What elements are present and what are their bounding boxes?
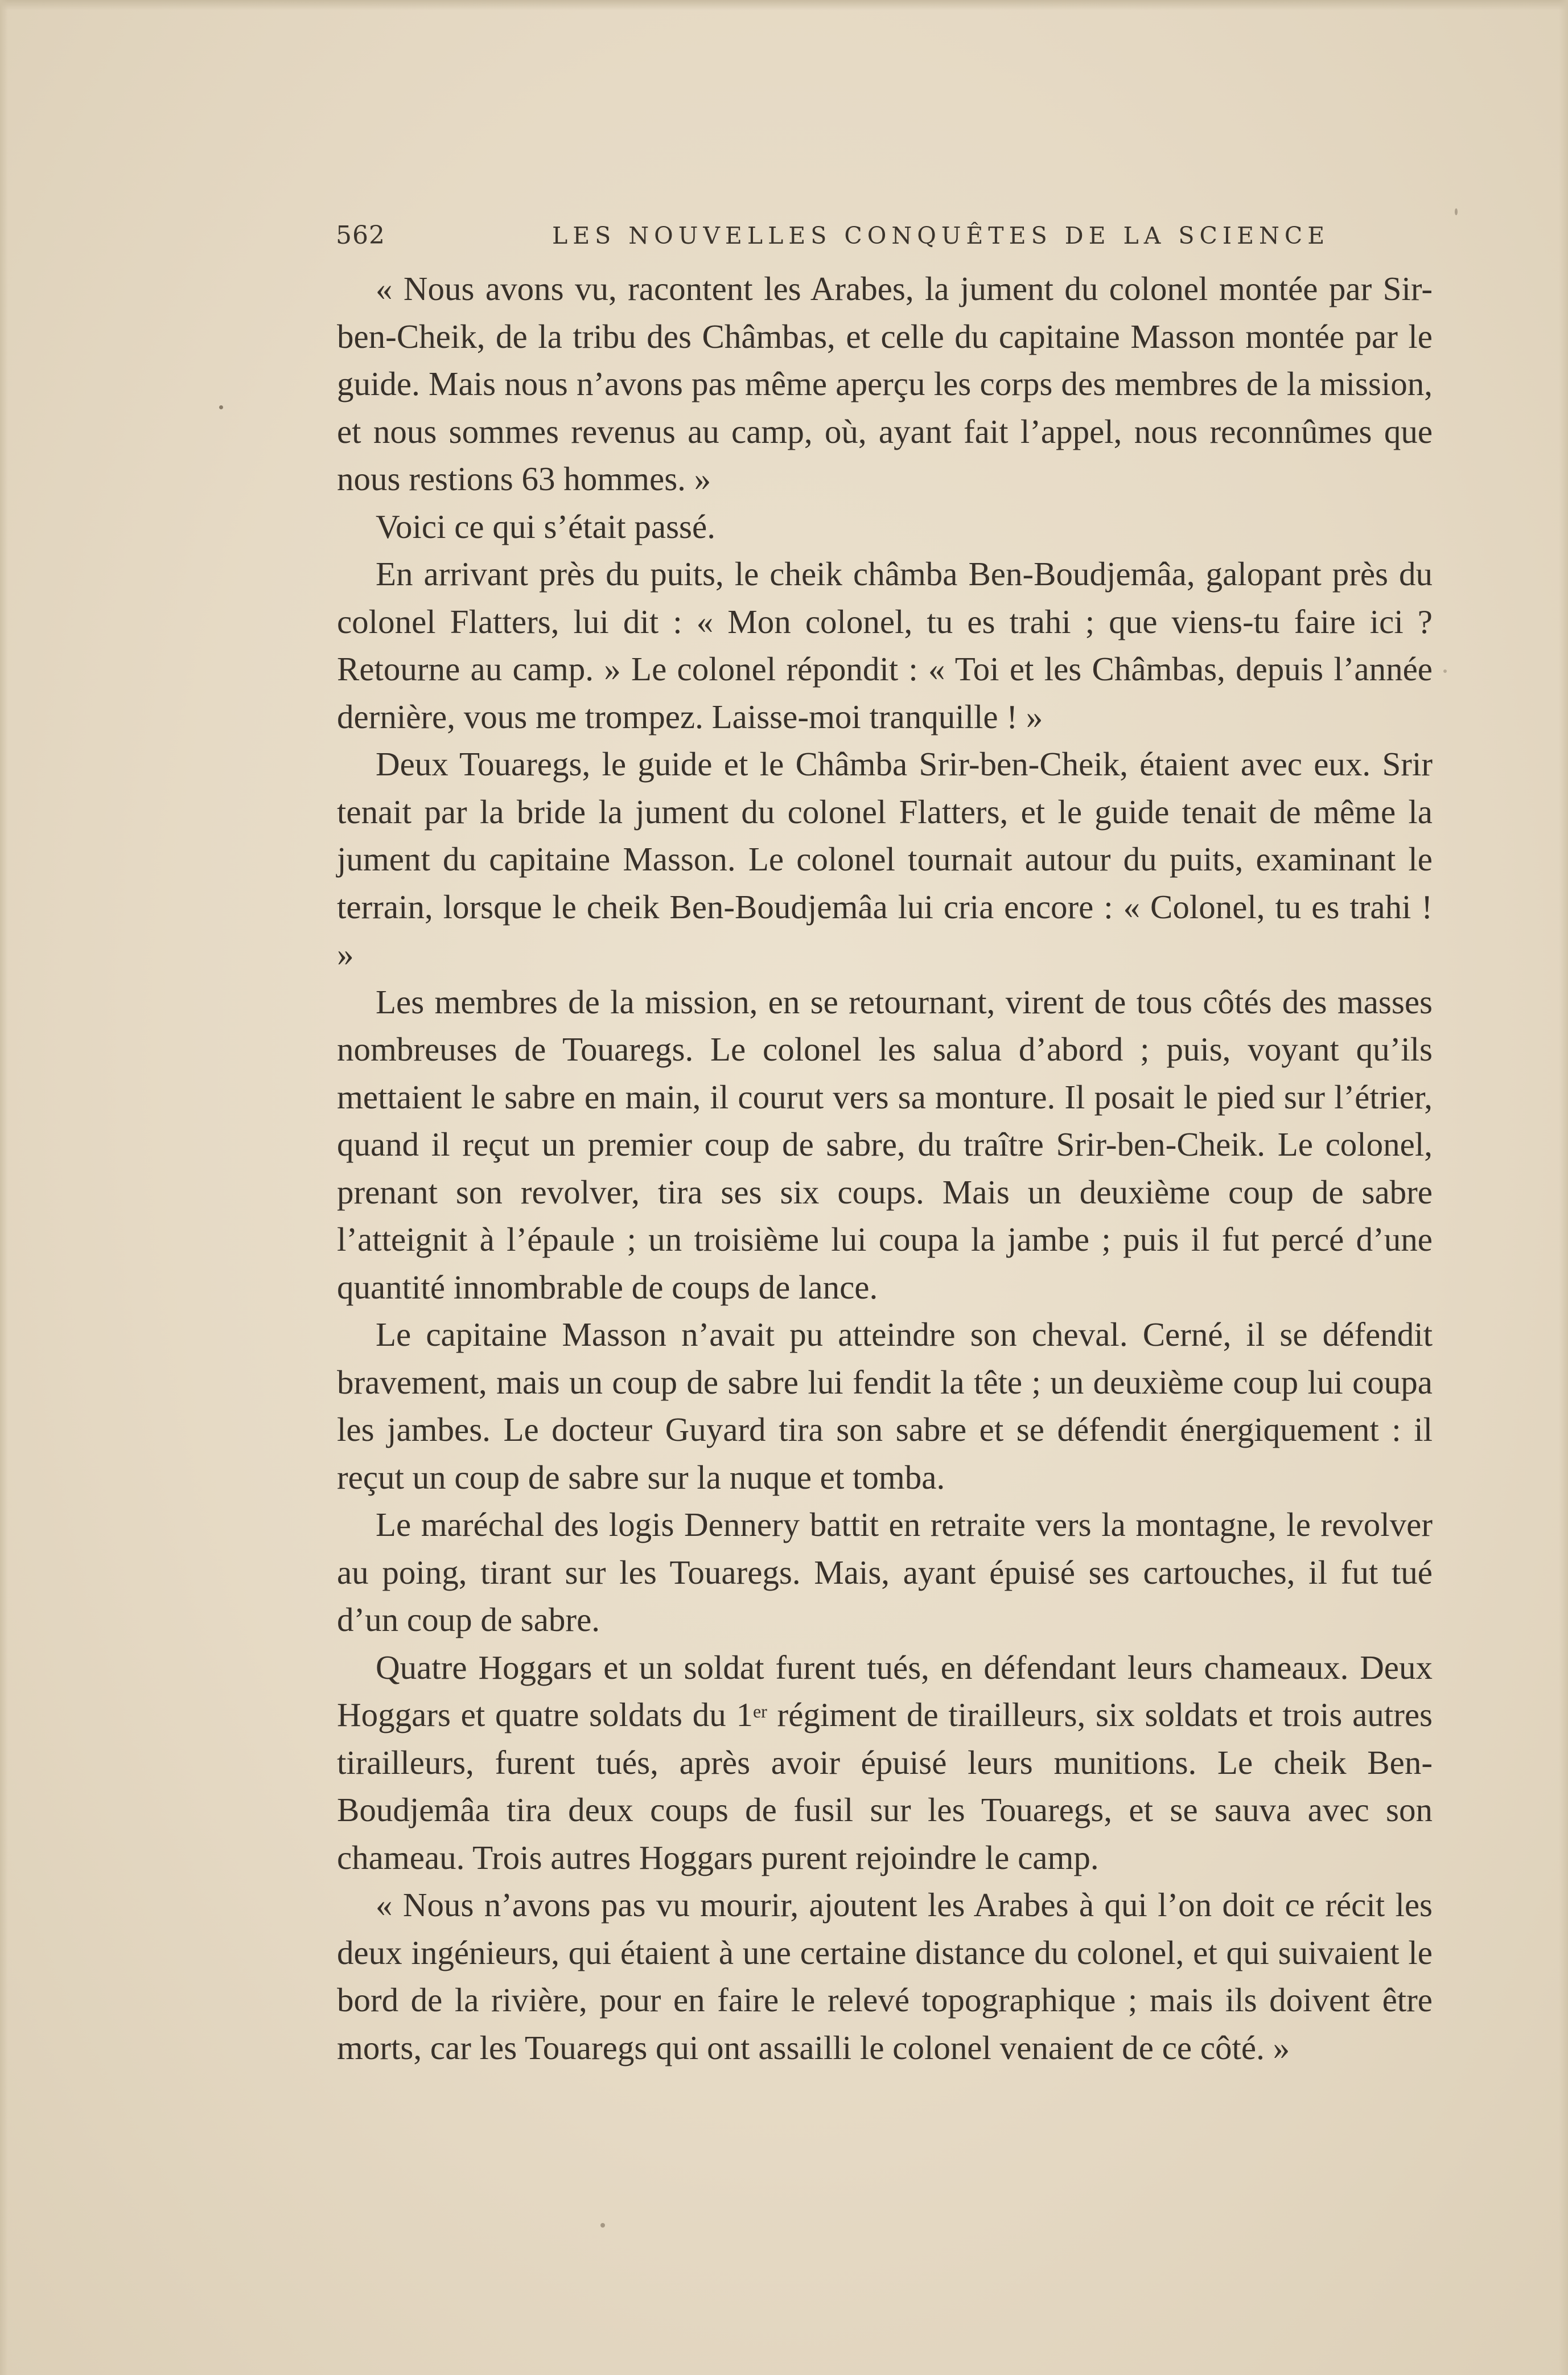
paper-speck xyxy=(1455,208,1458,215)
paragraph-arrival-at-well: En arrivant près du puits, le cheik châmba Ben-Boudjemâa, galopant près du colonel Flatters, lui dit : « Mon colonel, tu es trahi ; que viens-tu faire ici ? Retourne au camp. » Le colonel répondit : « Toi et les Châmbas, depuis l’année dernière, vous me trompez. Laisse-moi tranquille ! » xyxy=(337,555,1433,735)
regiment-text-after: régiment de tirailleurs, six soldats et trois autres tirailleurs, furent tués, après avoir épuisé leurs munitions. Le cheik Ben-Boudjemâa tira deux coups de fusil sur les Touaregs, et se sauva avec son chameau. Trois autres Hoggars purent rejoindre le camp. xyxy=(337,1696,1433,1876)
page-edge-right xyxy=(1559,0,1568,2375)
paper-speck xyxy=(600,2223,605,2228)
page-edge-top xyxy=(0,0,1568,10)
paragraph-dennery: Le maréchal des logis Dennery battit en retraite vers la montagne, le revolver au poing, tirant sur les Touaregs. Mais, ayant épuisé ses cartouches, il fut tué d’un coup de sabre. xyxy=(337,1506,1433,1638)
paragraph-hoggars-soldiers xyxy=(337,1644,1433,1882)
page-edge-left xyxy=(0,0,8,2375)
running-header xyxy=(336,221,1431,255)
paragraph-colonel-death: Les membres de la mission, en se retournant, virent de tous côtés des masses nombreuses de Touaregs. Le colonel les salua d’abord ; puis, voyant qu’ils mettaient le sabre en main, il courut vers sa monture. Il posait le pied sur l’étrier, quand il reçut un premier coup de sabre, du traître Srir-ben-Cheik. Le colonel, prenant son revolver, tira ses six coups. Mais un deuxième coup de sabre l’atteignit à l’épaule ; un troisième lui coupa la jambe ; puis il fut percé d’une quantité innombrable de coups de lance. xyxy=(337,983,1433,1306)
paragraph-two-touaregs: Deux Touaregs, le guide et le Châmba Srir-ben-Cheik, étaient avec eux. Srir tenait par la bride la jument du colonel Flatters, et le guide tenait de même la jument du capitaine Masson. Le colonel tournait autour du puits, examinant le terrain, lorsque le cheik Ben-Boudjemâa lui cria encore : « Colonel, tu es trahi ! » xyxy=(337,745,1433,973)
paragraph-engineers: « Nous n’avons pas vu mourir, ajoutent les Arabes à qui l’on doit ce récit les deux ingénieurs, qui étaient à une certaine distance du colonel, et qui suivaient le bord de la rivière, pour en faire le relevé topographique ; mais ils doivent être morts, car les Touaregs qui ont assailli le colonel venaient de ce côté. » xyxy=(337,1886,1433,2066)
paragraph-what-happened: Voici ce qui s’était passé. xyxy=(376,507,715,545)
paragraph-masson-guyard: Le capitaine Masson n’avait pu atteindre son cheval. Cerné, il se défendit bravement, mais un coup de sabre lui fendit la tête ; un deuxième coup lui coupa les jambes. Le docteur Guyard tira son sabre et se défendit énergiquement : il reçut un coup de sabre sur la nuque et tomba. xyxy=(337,1316,1433,1496)
regiment-text-before: Quatre Hoggars et un soldat furent tués, en défendant leurs chameaux. Deux Hoggars et quatre soldats du 1 xyxy=(337,1648,1433,1733)
running-title: LES NOUVELLES CONQUÊTES DE LA SCIENCE xyxy=(552,222,1330,249)
body-text xyxy=(337,265,1433,2072)
paper-speck xyxy=(219,405,223,409)
paper-speck xyxy=(1443,669,1447,673)
page-number: 562 xyxy=(336,221,385,250)
ordinal-superscript: er xyxy=(752,1701,767,1721)
paragraph-arab-account: « Nous avons vu, racontent les Arabes, la jument du colonel montée par Sir-ben-Cheik, de la tribu des Châmbas, et celle du capitaine Masson montée par le guide. Mais nous n’avons pas même aperçu les corps des membres de la mission, et nous sommes revenus au camp, où, ayant fait l’appel, nous reconnûmes que nous restions 63 hommes. » xyxy=(337,270,1433,498)
